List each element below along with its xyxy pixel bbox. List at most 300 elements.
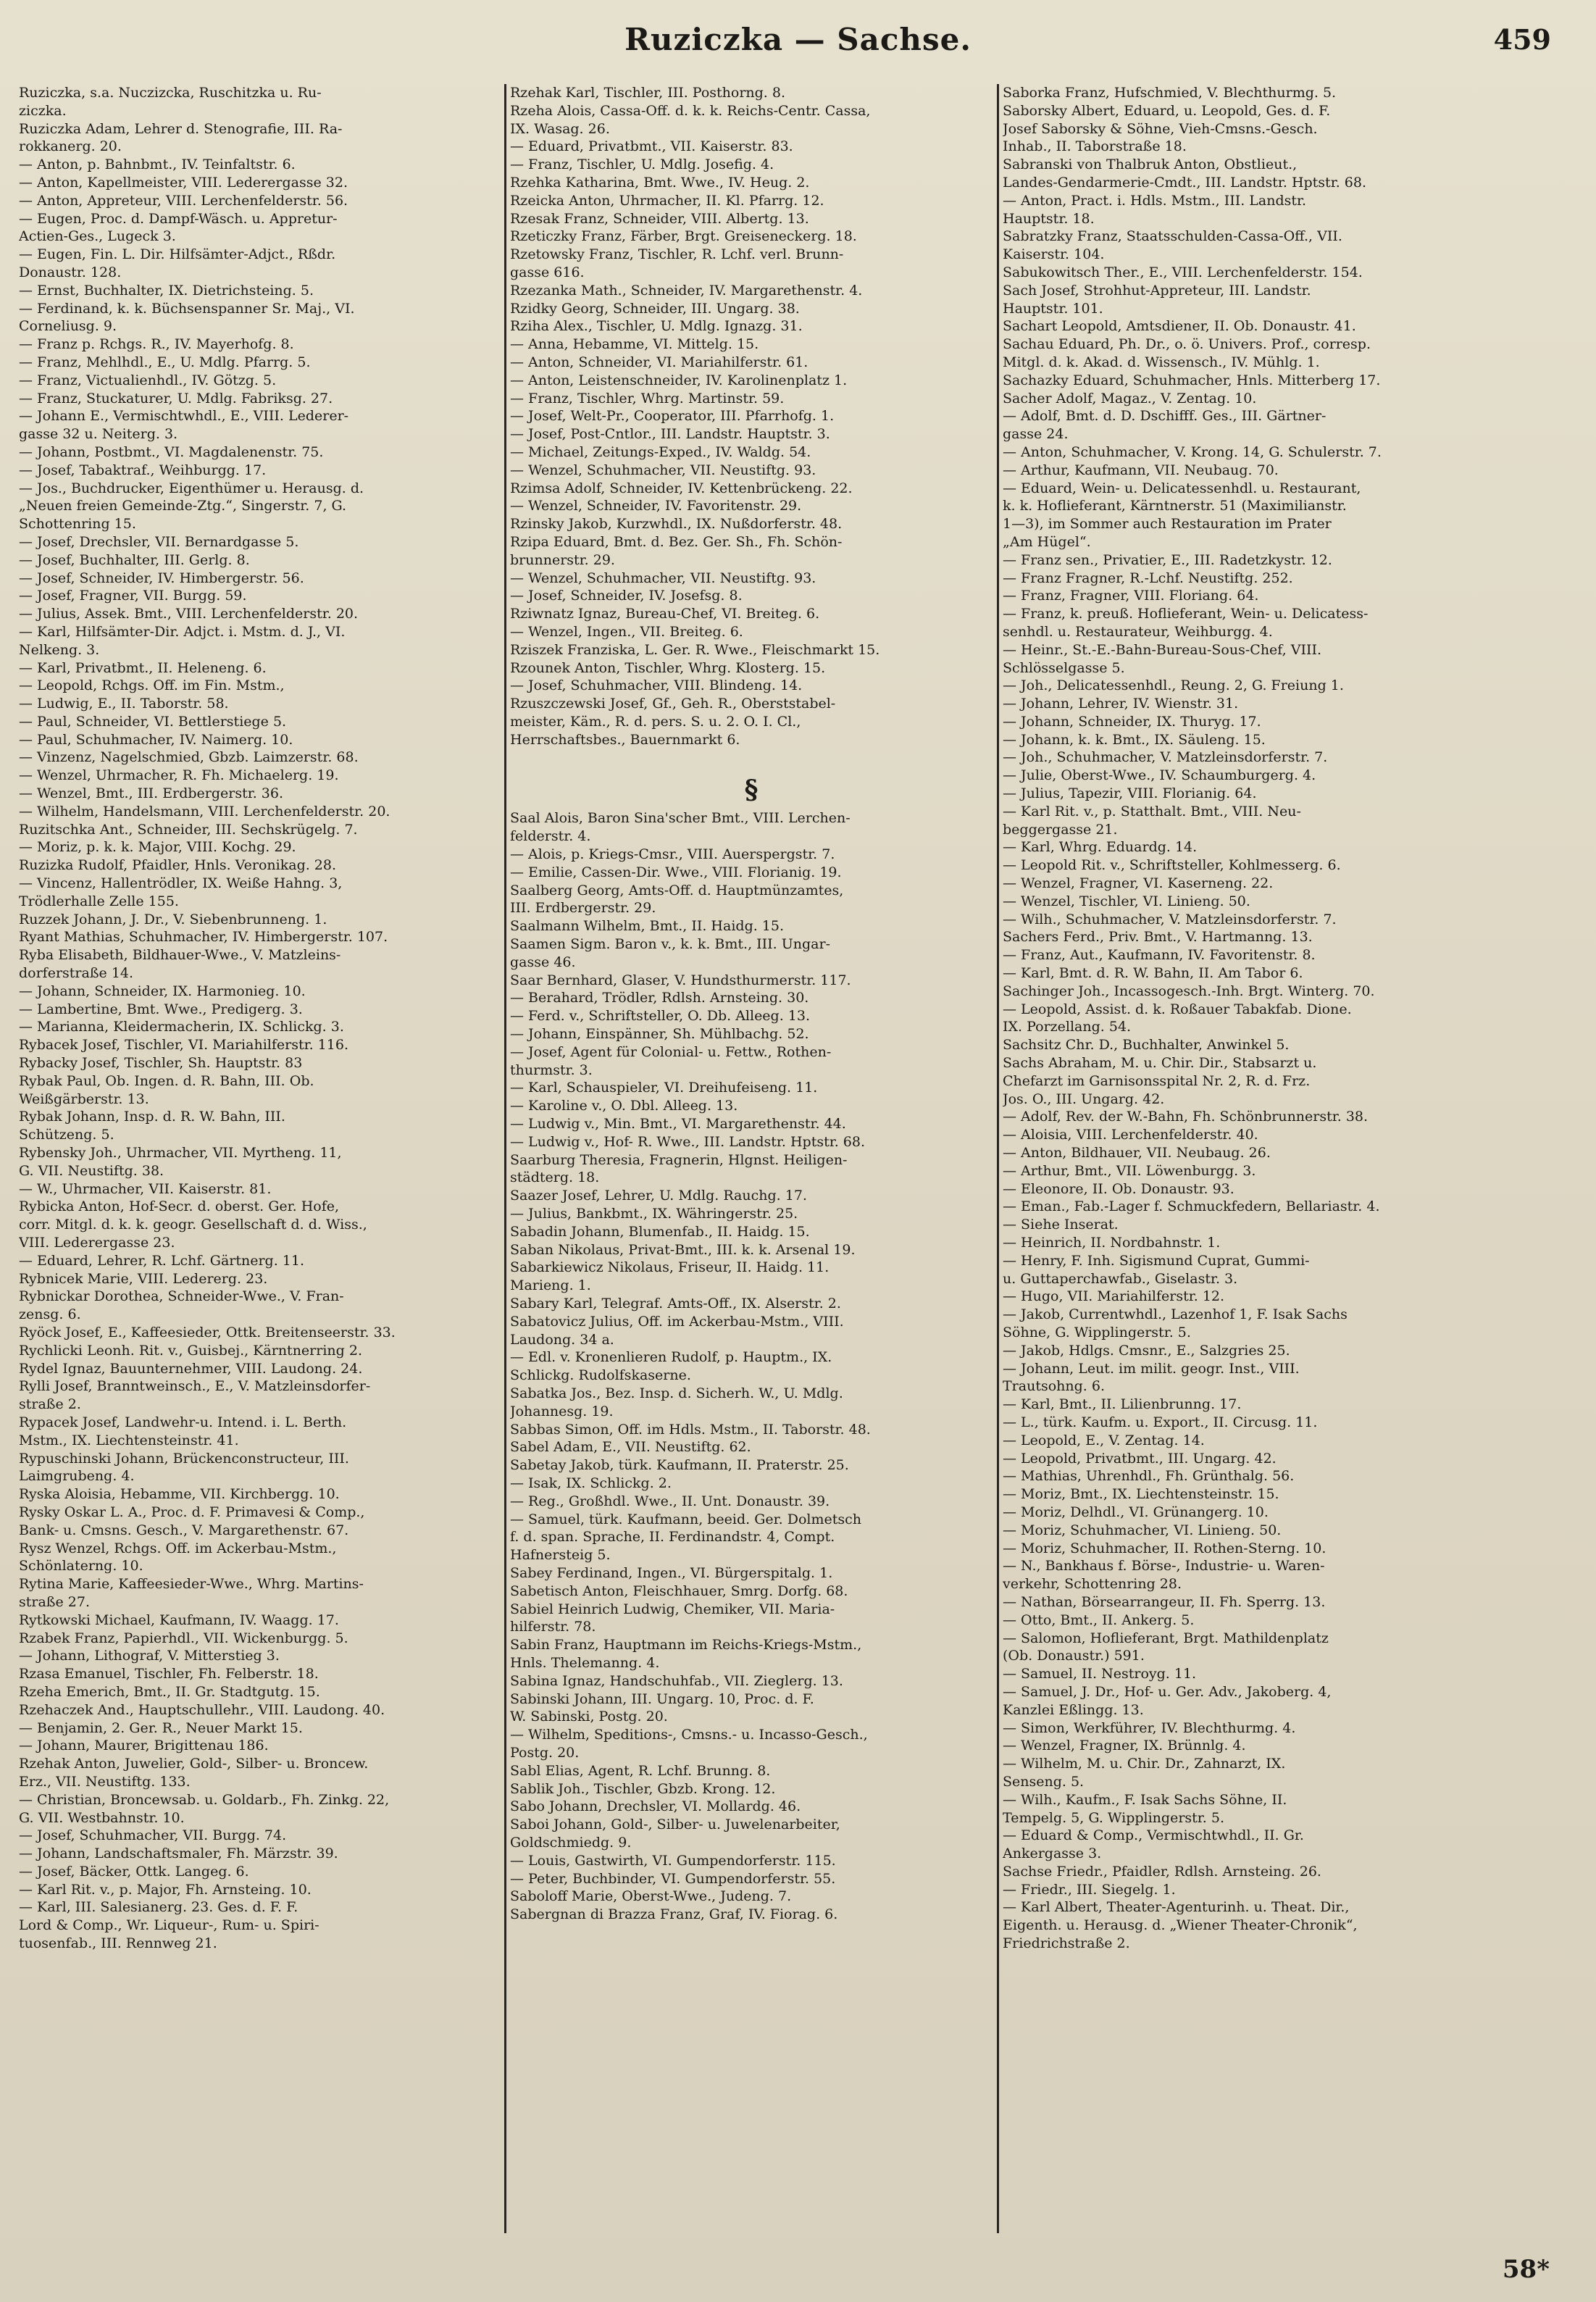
- directory-entry-line: — Wenzel, Ingen., VII. Breiteg. 6.: [510, 623, 743, 640]
- directory-entry-line: Rziha Alex., Tischler, U. Mdlg. Ignazg. 31.: [510, 318, 803, 335]
- directory-entry-line: — Joh., Delicatessenhdl., Reung. 2, G. Freiung 1.: [1003, 677, 1344, 694]
- directory-entry-line: Trödlerhalle Zelle 155.: [19, 893, 179, 909]
- directory-entry-line: Sachart Leopold, Amtsdiener, II. Ob. Donaustr. 41.: [1003, 318, 1356, 335]
- directory-entry-line: k. k. Hoflieferant, Kärntnerstr. 51 (Maximilianstr.: [1003, 498, 1347, 514]
- directory-entry-line: Söhne, G. Wipplingerstr. 5.: [1003, 1324, 1191, 1340]
- directory-entry-line: — N., Bankhaus f. Börse-, Industrie- u. Waren-: [1003, 1558, 1325, 1575]
- directory-entry-line: Rybensky Joh., Uhrmacher, VII. Myrtheng. 11,: [19, 1145, 342, 1162]
- directory-entry-line: Rzeticzky Franz, Färber, Brgt. Greiseneckerg. 18.: [510, 228, 857, 245]
- directory-entry-line: — Wenzel, Schuhmacher, VII. Neustiftg. 93.: [510, 462, 816, 478]
- directory-entry-line: — Johann, k. k. Bmt., IX. Säuleng. 15.: [1003, 731, 1266, 748]
- directory-entry-line: — Josef, Tabaktraf., Weihburgg. 17.: [19, 462, 267, 478]
- directory-entry-line: Rzehka Katharina, Bmt. Wwe., IV. Heug. 2.: [510, 174, 810, 191]
- directory-entry-line: — Karl, Privatbmt., II. Heleneng. 6.: [19, 659, 267, 676]
- directory-entry-line: — Simon, Werkführer, IV. Blechthurmg. 4.: [1003, 1719, 1296, 1736]
- directory-entry-line: Herrschaftsbes., Bauernmarkt 6.: [510, 731, 740, 748]
- directory-entry-line: hilferstr. 78.: [510, 1619, 596, 1635]
- directory-entry-line: Rzeha Emerich, Bmt., II. Gr. Stadtgutg. 15.: [19, 1683, 320, 1700]
- page-title: Ruziczka — Sachse.: [624, 22, 972, 57]
- directory-entry-line: — Wenzel, Uhrmacher, R. Fh. Michaelerg. 19.: [19, 767, 339, 784]
- directory-entry-line: — Vincenz, Hallentrödler, IX. Weiße Hahng. 3,: [19, 875, 343, 892]
- directory-entry-line: IX. Porzellang. 54.: [1003, 1019, 1132, 1035]
- directory-entry-line: Sacher Adolf, Magaz., V. Zentag. 10.: [1003, 390, 1257, 406]
- directory-entry-line: Rzeha Alois, Cassa-Off. d. k. k. Reichs-Centr. Cassa,: [510, 102, 871, 119]
- directory-entry-line: Laimgrubeng. 4.: [19, 1468, 135, 1485]
- directory-entry-line: dorferstraße 14.: [19, 965, 134, 982]
- directory-entry-line: Sabadin Johann, Blumenfab., II. Haidg. 15.: [510, 1223, 810, 1240]
- directory-entry-line: Bank- u. Cmsns. Gesch., V. Margarethenstr. 67.: [19, 1522, 349, 1538]
- directory-entry-line: senhdl. u. Restaurateur, Weihburgg. 4.: [1003, 623, 1273, 640]
- directory-entry-line: Mitgl. d. k. Akad. d. Wissensch., IV. Mühlg. 1.: [1003, 354, 1320, 370]
- directory-entry-line: — Julius, Bankbmt., IX. Währingerstr. 25.: [510, 1206, 798, 1222]
- directory-entry-line: — Josef, Schneider, IV. Himbergerstr. 56.: [19, 570, 304, 586]
- directory-entry-line: — Wilhelm, M. u. Chir. Dr., Zahnarzt, IX.: [1003, 1756, 1286, 1772]
- directory-entry-line: Sabarkiewicz Nikolaus, Friseur, II. Haidg. 11.: [510, 1259, 830, 1276]
- directory-entry-line: — Wenzel, Bmt., III. Erdbergerstr. 36.: [19, 785, 284, 802]
- directory-entry-line: Sabinski Johann, III. Ungarg. 10, Proc. d. F.: [510, 1690, 814, 1707]
- directory-entry-line: — Anton, Leistenschneider, IV. Karolinenplatz 1.: [510, 372, 848, 388]
- directory-entry-line: gasse 24.: [1003, 426, 1069, 443]
- directory-entry-line: corr. Mitgl. d. k. k. geogr. Gesellschaft d. d. Wiss.,: [19, 1217, 367, 1233]
- directory-entry-line: — Franz sen., Privatier, E., III. Radetzkystr. 12.: [1003, 551, 1332, 568]
- directory-entry-line: W. Sabinski, Postg. 20.: [510, 1709, 668, 1725]
- directory-entry-line: Sablik Joh., Tischler, Gbzb. Krong. 12.: [510, 1780, 776, 1797]
- directory-entry-line: — Franz, Victualienhdl., IV. Götzg. 5.: [19, 372, 277, 388]
- directory-entry-line: — Julius, Tapezir, VIII. Florianig. 64.: [1003, 785, 1257, 802]
- directory-entry-line: Sabey Ferdinand, Ingen., VI. Bürgerspitalg. 1.: [510, 1564, 833, 1581]
- directory-entry-line: — Heinrich, II. Nordbahnstr. 1.: [1003, 1235, 1221, 1251]
- directory-entry-line: (Ob. Donaustr.) 591.: [1003, 1648, 1145, 1664]
- directory-entry-line: — Johann, Einspänner, Sh. Mühlbachg. 52.: [510, 1026, 809, 1043]
- directory-entry-line: gasse 46.: [510, 954, 576, 970]
- directory-entry-line: Rylli Josef, Branntweinsch., E., V. Matzleinsdorfer-: [19, 1378, 371, 1395]
- directory-entry-line: Rzimsa Adolf, Schneider, IV. Kettenbrückeng. 22.: [510, 480, 853, 496]
- directory-entry-line: Sachsitz Chr. D., Buchhalter, Anwinkel 5.: [1003, 1037, 1290, 1054]
- directory-entry-line: — Paul, Schuhmacher, IV. Naimerg. 10.: [19, 731, 293, 748]
- directory-entry-line: G. VII. Westbahnstr. 10.: [19, 1809, 185, 1826]
- directory-entry-line: Rzesak Franz, Schneider, VIII. Albertg. 13.: [510, 210, 809, 227]
- directory-entry-line: Rziszek Franziska, L. Ger. R. Wwe., Fleischmarkt 15.: [510, 641, 880, 658]
- directory-entry-line: — Nathan, Börsearrangeur, II. Fh. Sperrg. 13.: [1003, 1593, 1326, 1610]
- directory-entry-line: Sabary Karl, Telegraf. Amts-Off., IX. Alserstr. 2.: [510, 1296, 841, 1311]
- signature-mark: 58*: [1502, 2255, 1550, 2284]
- directory-entry-line: — Eugen, Fin. L. Dir. Hilfsämter-Adjct., Rßdr.: [19, 246, 336, 263]
- directory-entry-line: Hauptstr. 18.: [1003, 210, 1095, 227]
- directory-entry-line: — Henry, F. Inh. Sigismund Cuprat, Gummi-: [1003, 1252, 1310, 1269]
- directory-entry-line: Hauptstr. 101.: [1003, 300, 1103, 317]
- directory-entry-line: Schützeng. 5.: [19, 1127, 114, 1143]
- directory-entry-line: Hafnersteig 5.: [510, 1547, 611, 1564]
- directory-entry-line: Rybacky Josef, Tischler, Sh. Hauptstr. 83: [19, 1055, 303, 1072]
- directory-entry-line: Laudong. 34 a.: [510, 1331, 614, 1348]
- directory-entry-line: Ruzizka Rudolf, Pfaidler, Hnls. Veronikag. 28.: [19, 857, 337, 874]
- directory-entry-line: — Johann E., Vermischtwhdl., E., VIII. Lederer-: [19, 408, 349, 425]
- directory-entry-line: Sabukowitsch Ther., E., VIII. Lerchenfelderstr. 154.: [1003, 264, 1363, 280]
- directory-entry-line: — Adolf, Bmt. d. D. Dschifff. Ges., III. Gärtner-: [1003, 408, 1326, 425]
- directory-entry-line: — Wilhelm, Handelsmann, VIII. Lerchenfelderstr. 20.: [19, 803, 390, 820]
- directory-entry-line: Sabbas Simon, Off. im Hdls. Mstm., II. Taborstr. 48.: [510, 1421, 871, 1438]
- directory-entry-line: Rziwnatz Ignaz, Bureau-Chef, VI. Breiteg. 6.: [510, 606, 820, 622]
- directory-entry-line: — Paul, Schneider, VI. Bettlerstiege 5.: [19, 713, 287, 730]
- directory-entry-line: — Julius, Assek. Bmt., VIII. Lerchenfelderstr. 20.: [19, 606, 359, 622]
- directory-entry-line: — Josef, Fragner, VII. Burgg. 59.: [19, 588, 247, 604]
- directory-entry-line: thurmstr. 3.: [510, 1062, 593, 1078]
- directory-entry-line: — Franz, Tischler, Whrg. Martinstr. 59.: [510, 390, 785, 406]
- directory-entry-line: — Moriz, Schuhmacher, II. Rothen-Sterng. 10.: [1003, 1540, 1326, 1556]
- directory-entry-line: — Eduard, Lehrer, R. Lchf. Gärtnerg. 11.: [19, 1252, 305, 1269]
- directory-entry-line: — Karl Rit. v., p. Statthalt. Bmt., VIII. Neu-: [1003, 803, 1301, 820]
- directory-entry-line: Sachers Ferd., Priv. Bmt., V. Hartmanng. 13.: [1003, 929, 1313, 946]
- directory-entry-line: Rysky Oskar L. A., Proc. d. F. Primavesi & Comp.,: [19, 1504, 365, 1520]
- directory-entry-line: Rydel Ignaz, Bauunternehmer, VIII. Laudong. 24.: [19, 1360, 363, 1377]
- directory-entry-line: Rychlicki Leonh. Rit. v., Guisbej., Kärntnerring 2.: [19, 1342, 362, 1359]
- directory-entry-line: Sabranski von Thalbruk Anton, Obstlieut.,: [1003, 157, 1298, 173]
- directory-entry-line: — Wenzel, Tischler, VI. Linieng. 50.: [1003, 893, 1250, 909]
- directory-entry-line: — Josef, Schuhmacher, VIII. Blindeng. 14.: [510, 677, 803, 694]
- directory-entry-line: — Anton, Schneider, VI. Mariahilferstr. 61.: [510, 354, 809, 370]
- directory-entry-line: — Franz p. Rchgs. R., IV. Mayerhofg. 8.: [19, 336, 294, 353]
- directory-entry-line: — Adolf, Rev. der W.-Bahn, Fh. Schönbrunnerstr. 38.: [1003, 1109, 1369, 1125]
- directory-column-1: [19, 84, 501, 2238]
- directory-entry-line: Nelkeng. 3.: [19, 641, 100, 658]
- directory-entry-line: — Arthur, Bmt., VII. Löwenburgg. 3.: [1003, 1162, 1256, 1179]
- directory-entry-line: — Peter, Buchbinder, VI. Gumpendorferstr. 55.: [510, 1870, 836, 1887]
- directory-entry-line: — Josef, Bäcker, Ottk. Langeg. 6.: [19, 1863, 249, 1880]
- directory-entry-line: Sabratzky Franz, Staatsschulden-Cassa-Off., VII.: [1003, 228, 1342, 245]
- directory-entry-line: — Ludwig, E., II. Taborstr. 58.: [19, 696, 229, 712]
- directory-entry-line: — Wilh., Kaufm., F. Isak Sachs Söhne, II.: [1003, 1791, 1287, 1808]
- directory-entry-line: Rybacek Josef, Tischler, VI. Mariahilferstr. 116.: [19, 1037, 348, 1054]
- directory-entry-line: — Leopold, Privatbmt., III. Ungarg. 42.: [1003, 1450, 1277, 1467]
- directory-entry-line: — Karl, Whrg. Eduardg. 14.: [1003, 839, 1198, 856]
- directory-entry-line: f. d. span. Sprache, II. Ferdinandstr. 4, Compt.: [510, 1529, 835, 1546]
- directory-entry-line: Schönlaterng. 10.: [19, 1558, 143, 1575]
- directory-entry-line: G. VII. Neustiftg. 38.: [19, 1162, 164, 1179]
- directory-entry-line: Ruziczka Adam, Lehrer d. Stenografie, III. Ra-: [19, 120, 343, 137]
- directory-entry-line: Saban Nikolaus, Privat-Bmt., III. k. k. Arsenal 19.: [510, 1241, 856, 1258]
- directory-entry-line: 1—3), im Sommer auch Restauration im Prater: [1003, 516, 1332, 533]
- directory-entry-line: Sabin Franz, Hauptmann im Reichs-Kriegs-Mstm.,: [510, 1637, 862, 1653]
- directory-entry-line: Ruzzek Johann, J. Dr., V. Siebenbrunneng. 1.: [19, 911, 327, 927]
- directory-entry-line: Schlösselgasse 5.: [1003, 659, 1125, 676]
- directory-column-3: [1003, 84, 1558, 2238]
- directory-entry-line: — Franz, Tischler, U. Mdlg. Josefig. 4.: [510, 157, 774, 173]
- directory-entry-line: Sachse Friedr., Pfaidler, Rdlsh. Arnsteing. 26.: [1003, 1863, 1321, 1880]
- directory-entry-line: Rybnickar Dorothea, Schneider-Wwe., V. Fran-: [19, 1288, 344, 1305]
- directory-entry-line: — Anton, Bildhauer, VII. Neubaug. 26.: [1003, 1145, 1271, 1162]
- directory-entry-line: — Wilhelm, Speditions-, Cmsns.- u. Incasso-Gesch.,: [510, 1727, 868, 1743]
- directory-entry-line: — Johann, Postbmt., VI. Magdalenenstr. 75.: [19, 443, 324, 460]
- directory-entry-line: Rysz Wenzel, Rchgs. Off. im Ackerbau-Mstm.,: [19, 1540, 337, 1556]
- directory-entry-line: Saalmann Wilhelm, Bmt., II. Haidg. 15.: [510, 918, 785, 935]
- directory-entry-line: Sabiel Heinrich Ludwig, Chemiker, VII. Maria-: [510, 1601, 835, 1617]
- directory-entry-line: Rzinsky Jakob, Kurzwhdl., IX. Nußdorferstr. 48.: [510, 516, 843, 533]
- directory-entry-line: — Salomon, Hoflieferant, Brgt. Mathildenplatz: [1003, 1630, 1329, 1646]
- directory-entry-line: III. Erdbergerstr. 29.: [510, 900, 656, 917]
- directory-entry-line: „Am Hügel“.: [1003, 533, 1091, 550]
- directory-entry-line: Rzuszczewski Josef, Gf., Geh. R., Oberststabel-: [510, 696, 836, 712]
- directory-entry-line: Hnls. Thelemanng. 4.: [510, 1654, 660, 1671]
- directory-entry-line: — Reg., Großhdl. Wwe., II. Unt. Donaustr. 39.: [510, 1493, 830, 1509]
- directory-entry-line: gasse 32 u. Neiterg. 3.: [19, 426, 178, 443]
- directory-entry-line: — Josef, Schneider, IV. Josefsg. 8.: [510, 588, 743, 604]
- directory-entry-line: Saborka Franz, Hufschmied, V. Blechthurmg. 5.: [1003, 85, 1337, 101]
- directory-entry-line: — Berahard, Trödler, Rdlsh. Arnsteing. 30.: [510, 990, 809, 1006]
- directory-entry-line: Landes-Gendarmerie-Cmdt., III. Landstr. Hptstr. 68.: [1003, 174, 1366, 191]
- directory-entry-line: — Wenzel, Schneider, IV. Favoritenstr. 29.: [510, 498, 802, 514]
- directory-entry-line: Rzipa Eduard, Bmt. d. Bez. Ger. Sh., Fh. Schön-: [510, 533, 843, 550]
- directory-entry-line: — Karl Albert, Theater-Agenturinh. u. Theat. Dir.,: [1003, 1899, 1350, 1916]
- directory-entry-line: Friedrichstraße 2.: [1003, 1935, 1130, 1952]
- directory-entry-line: Ryant Mathias, Schuhmacher, IV. Himbergerstr. 107.: [19, 929, 388, 946]
- directory-entry-line: — Emilie, Cassen-Dir. Wwe., VIII. Florianig. 19.: [510, 864, 842, 880]
- directory-entry-line: Ankergasse 3.: [1003, 1846, 1102, 1862]
- directory-entry-line: ziczka.: [19, 102, 67, 119]
- directory-entry-line: — Samuel, II. Nestroyg. 11.: [1003, 1666, 1197, 1682]
- directory-entry-line: Sachau Eduard, Ph. Dr., o. ö. Univers. Prof., corresp.: [1003, 336, 1371, 353]
- directory-entry-line: Rzeicka Anton, Uhrmacher, II. Kl. Pfarrg. 12.: [510, 192, 824, 209]
- directory-entry-line: Sachinger Joh., Incassogesch.-Inh. Brgt. Winterg. 70.: [1003, 983, 1375, 999]
- directory-entry-line: — Edl. v. Kronenlieren Rudolf, p. Hauptm., IX.: [510, 1349, 832, 1366]
- directory-entry-line: Weißgärberstr. 13.: [19, 1090, 149, 1107]
- directory-entry-line: — Otto, Bmt., II. Ankerg. 5.: [1003, 1611, 1195, 1628]
- directory-entry-line: — Ferd. v., Schriftsteller, O. Db. Alleeg. 13.: [510, 1008, 811, 1025]
- directory-entry-line: — Louis, Gastwirth, VI. Gumpendorferstr. 115.: [510, 1852, 836, 1869]
- directory-entry-line: — Johann, Lehrer, IV. Wienstr. 31.: [1003, 696, 1239, 712]
- directory-entry-line: straße 27.: [19, 1593, 90, 1610]
- directory-entry-line: — Jakob, Currentwhdl., Lazenhof 1, F. Isak Sachs: [1003, 1306, 1348, 1323]
- directory-entry-line: Schlickg. Rudolfskaserne.: [510, 1367, 691, 1384]
- directory-entry-line: — Karoline v., O. Dbl. Alleeg. 13.: [510, 1098, 738, 1114]
- directory-entry-line: Saalberg Georg, Amts-Off. d. Hauptmünzamtes,: [510, 882, 844, 898]
- directory-column-2: [510, 84, 993, 2238]
- directory-entry-line: Kaiserstr. 104.: [1003, 246, 1105, 263]
- directory-entry-line: felderstr. 4.: [510, 828, 591, 845]
- directory-entry-line: Josef Saborsky & Söhne, Vieh-Cmsns.-Gesch.: [1003, 120, 1318, 137]
- directory-entry-line: — Johann, Landschaftsmaler, Fh. Märzstr. 39.: [19, 1846, 338, 1862]
- directory-entry-line: — Johann, Lithograf, V. Mitterstieg 3.: [19, 1648, 280, 1664]
- directory-entry-line: — Eduard & Comp., Vermischtwhdl., II. Gr.: [1003, 1827, 1304, 1844]
- directory-entry-line: — Aloisia, VIII. Lerchenfelderstr. 40.: [1003, 1127, 1258, 1143]
- directory-entry-line: — Wilh., Schuhmacher, V. Matzleinsdorferstr. 7.: [1003, 911, 1337, 927]
- directory-entry-line: Jos. O., III. Ungarg. 42.: [1003, 1090, 1165, 1107]
- directory-entry-line: — Josef, Buchhalter, III. Gerlg. 8.: [19, 551, 250, 568]
- directory-entry-line: — W., Uhrmacher, VII. Kaiserstr. 81.: [19, 1180, 272, 1197]
- directory-entry-line: — Alois, p. Kriegs-Cmsr., VIII. Auerspergstr. 7.: [510, 846, 835, 863]
- directory-entry-line: — Josef, Drechsler, VII. Bernardgasse 5.: [19, 533, 299, 550]
- directory-entry-line: beggergasse 21.: [1003, 821, 1118, 838]
- directory-entry-line: Erz., VII. Neustiftg. 133.: [19, 1773, 191, 1790]
- directory-entry-line: — Wenzel, Schuhmacher, VII. Neustiftg. 93.: [510, 570, 816, 586]
- directory-entry-line: — Ludwig v., Hof- R. Wwe., III. Landstr. Hptstr. 68.: [510, 1133, 866, 1150]
- directory-entry-line: Postg. 20.: [510, 1744, 580, 1761]
- directory-entry-line: Sabatovicz Julius, Off. im Ackerbau-Mstm., VIII.: [510, 1313, 844, 1330]
- directory-entry-line: — Samuel, J. Dr., Hof- u. Ger. Adv., Jakoberg. 4,: [1003, 1683, 1332, 1700]
- directory-entry-line: — Benjamin, 2. Ger. R., Neuer Markt 15.: [19, 1719, 303, 1736]
- directory-entry-line: Rzidky Georg, Schneider, III. Ungarg. 38.: [510, 300, 800, 317]
- directory-entry-line: — Karl, Bmt. d. R. W. Bahn, II. Am Tabor 6.: [1003, 965, 1303, 982]
- directory-entry-line: Rybicka Anton, Hof-Secr. d. oberst. Ger. Hofe,: [19, 1198, 340, 1215]
- directory-entry-line: — Eman., Fab.-Lager f. Schmuckfedern, Bellariastr. 4.: [1003, 1198, 1380, 1215]
- directory-entry-line: — Karl, Bmt., II. Lilienbrunng. 17.: [1003, 1396, 1242, 1413]
- directory-entry-line: gasse 616.: [510, 264, 585, 280]
- directory-entry-line: Rybak Johann, Insp. d. R. W. Bahn, III.: [19, 1109, 285, 1125]
- running-head: [0, 22, 1596, 65]
- directory-entry-line: — Eduard, Wein- u. Delicatessenhdl. u. Restaurant,: [1003, 480, 1361, 496]
- directory-entry-line: Rzezanka Math., Schneider, IV. Margarethenstr. 4.: [510, 282, 863, 299]
- directory-entry-line: — Karl, Schauspieler, VI. Dreihufeiseng. 11.: [510, 1080, 818, 1096]
- directory-entry-line: Schottenring 15.: [19, 516, 136, 533]
- directory-entry-line: Rybnicek Marie, VIII. Ledererg. 23.: [19, 1270, 268, 1287]
- directory-entry-line: — Moriz, Schuhmacher, VI. Linieng. 50.: [1003, 1522, 1282, 1538]
- directory-entry-line: — Siehe Inserat.: [1003, 1217, 1119, 1233]
- directory-entry-line: Saal Alois, Baron Sina'scher Bmt., VIII. Lerchen-: [510, 810, 851, 827]
- directory-entry-line: Ruzitschka Ant., Schneider, III. Sechskrügelg. 7.: [19, 821, 358, 838]
- directory-entry-line: — Karl Rit. v., p. Major, Fh. Arnsteing. 10.: [19, 1881, 312, 1898]
- directory-entry-line: Sabetay Jakob, türk. Kaufmann, II. Praterstr. 25.: [510, 1457, 849, 1474]
- directory-entry-line: — Josef, Schuhmacher, VII. Burgg. 74.: [19, 1827, 287, 1844]
- directory-entry-line: — L., türk. Kaufm. u. Export., II. Circusg. 11.: [1003, 1414, 1318, 1430]
- column-divider: [504, 84, 506, 2233]
- directory-entry-line: — Julie, Oberst-Wwe., IV. Schaumburgerg. 4.: [1003, 767, 1316, 784]
- directory-entry-line: rokkanerg. 20.: [19, 138, 122, 155]
- directory-entry-line: — Franz, Mehlhdl., E., U. Mdlg. Pfarrg. 5.: [19, 354, 311, 370]
- directory-entry-line: „Neuen freien Gemeinde-Ztg.“, Singerstr. 7, G.: [19, 498, 347, 514]
- directory-entry-line: VIII. Lederergasse 23.: [19, 1235, 175, 1251]
- directory-entry-line: Senseng. 5.: [1003, 1773, 1085, 1790]
- directory-entry-line: Rytina Marie, Kaffeesieder-Wwe., Whrg. Martins-: [19, 1576, 364, 1593]
- directory-entry-line: brunnerstr. 29.: [510, 551, 615, 568]
- directory-entry-line: Sabo Johann, Drechsler, VI. Mollardg. 46.: [510, 1798, 801, 1815]
- directory-entry-line: — Johann, Schneider, IX. Thuryg. 17.: [1003, 713, 1261, 730]
- directory-entry-line: Tempelg. 5, G. Wipplingerstr. 5.: [1003, 1809, 1224, 1826]
- directory-entry-line: Saazer Josef, Lehrer, U. Mdlg. Rauchg. 17.: [510, 1188, 807, 1204]
- directory-entry-line: — Vinzenz, Nagelschmied, Gbzb. Laimzerstr. 68.: [19, 749, 359, 766]
- directory-entry-line: meister, Käm., R. d. pers. S. u. 2. O. I. Cl.,: [510, 713, 801, 730]
- directory-entry-line: IX. Wasag. 26.: [510, 120, 610, 137]
- directory-entry-line: — Moriz, Bmt., IX. Liechtensteinstr. 15.: [1003, 1486, 1279, 1503]
- directory-entry-line: Sabel Adam, E., VII. Neustiftg. 62.: [510, 1439, 751, 1456]
- directory-entry-line: Ryba Elisabeth, Bildhauer-Wwe., V. Matzleins-: [19, 947, 341, 964]
- directory-entry-line: — Josef, Welt-Pr., Cooperator, III. Pfarrhofg. 1.: [510, 408, 835, 425]
- directory-entry-line: Sabina Ignaz, Handschuhfab., VII. Zieglerg. 13.: [510, 1672, 843, 1689]
- directory-entry-line: — Heinr., St.-E.-Bahn-Bureau-Sous-Chef, VIII.: [1003, 641, 1322, 658]
- directory-entry-line: — Franz, k. preuß. Hoflieferant, Wein- u. Delicatess-: [1003, 606, 1369, 622]
- directory-entry-line: — Marianna, Kleidermacherin, IX. Schlickg. 3.: [19, 1019, 344, 1035]
- directory-entry-line: Rzehaczek And., Hauptschullehr., VIII. Laudong. 40.: [19, 1701, 385, 1718]
- directory-entry-line: — Franz, Fragner, VIII. Floriang. 64.: [1003, 588, 1259, 604]
- directory-entry-line: — Christian, Broncewsab. u. Goldarb., Fh. Zinkg. 22,: [19, 1791, 390, 1808]
- directory-entry-line: Rzehak Karl, Tischler, III. Posthorng. 8.: [510, 85, 786, 101]
- directory-entry-line: — Leopold Rit. v., Schriftsteller, Kohlmesserg. 6.: [1003, 857, 1341, 874]
- directory-entry-line: tuosenfab., III. Rennweg 21.: [19, 1935, 217, 1952]
- directory-entry-line: Saarburg Theresia, Fragnerin, Hlgnst. Heiligen-: [510, 1151, 848, 1168]
- directory-entry-line: Saboloff Marie, Oberst-Wwe., Judeng. 7.: [510, 1888, 792, 1905]
- directory-entry-line: — Moriz, p. k. k. Major, VIII. Kochg. 29.: [19, 839, 296, 856]
- page-number: 459: [1493, 23, 1551, 56]
- directory-entry-line: — Samuel, türk. Kaufmann, beeid. Ger. Dolmetsch: [510, 1511, 862, 1527]
- directory-entry-line: Lord & Comp., Wr. Liqueur-, Rum- u. Spiri-: [19, 1917, 319, 1934]
- directory-entry-line: — Anton, Appreteur, VIII. Lerchenfelderstr. 56.: [19, 192, 348, 209]
- directory-entry-line: — Anton, Schuhmacher, V. Krong. 14, G. Schulerstr. 7.: [1003, 443, 1382, 460]
- directory-entry-line: — Franz Fragner, R.-Lchf. Neustiftg. 252.: [1003, 570, 1293, 586]
- directory-entry-line: — Eugen, Proc. d. Dampf-Wäsch. u. Appretur-: [19, 210, 338, 227]
- spacer: [510, 748, 993, 770]
- directory-entry-line: Sabl Elias, Agent, R. Lchf. Brunng. 8.: [510, 1762, 771, 1779]
- directory-entry-line: Rzabek Franz, Papierhdl., VII. Wickenburgg. 5.: [19, 1630, 348, 1646]
- directory-entry-line: Ryska Aloisia, Hebamme, VII. Kirchbergg. 10.: [19, 1486, 340, 1503]
- directory-entry-line: — Franz, Stuckaturer, U. Mdlg. Fabriksg. 27.: [19, 390, 333, 406]
- directory-entry-line: — Jos., Buchdrucker, Eigenthümer u. Herausg. d.: [19, 480, 364, 496]
- directory-entry-line: — Franz, Aut., Kaufmann, IV. Favoritenstr. 8.: [1003, 947, 1316, 964]
- directory-entry-line: Inhab., II. Taborstraße 18.: [1003, 138, 1187, 155]
- directory-entry-line: — Mathias, Uhrenhdl., Fh. Grünthalg. 56.: [1003, 1468, 1295, 1485]
- directory-entry-line: Rzetowsky Franz, Tischler, R. Lchf. verl. Brunn-: [510, 246, 844, 263]
- directory-entry-line: Saborsky Albert, Eduard, u. Leopold, Ges. d. F.: [1003, 102, 1331, 119]
- directory-entry-line: — Michael, Zeitungs-Exped., IV. Waldg. 54.: [510, 443, 811, 460]
- directory-entry-line: Sachazky Eduard, Schuhmacher, Hnls. Mitterberg 17.: [1003, 372, 1381, 388]
- directory-entry-line: — Leopold, Assist. d. k. Roßauer Tabakfab. Dione.: [1003, 1001, 1352, 1017]
- directory-entry-line: Donaustr. 128.: [19, 264, 122, 280]
- directory-entry-line: — Karl, Hilfsämter-Dir. Adjct. i. Mstm. d. J., VI.: [19, 623, 346, 640]
- directory-entry-line: Rytkowski Michael, Kaufmann, IV. Waagg. 17.: [19, 1611, 339, 1628]
- directory-entry-line: — Eleonore, II. Ob. Donaustr. 93.: [1003, 1180, 1234, 1197]
- directory-entry-line: Sabergnan di Brazza Franz, Graf, IV. Fiorag. 6.: [510, 1906, 838, 1923]
- directory-entry-line: — Johann, Leut. im milit. geogr. Inst., VIII.: [1003, 1360, 1300, 1377]
- directory-entry-line: Saamen Sigm. Baron v., k. k. Bmt., III. Ungar-: [510, 936, 831, 953]
- directory-entry-line: — Ernst, Buchhalter, IX. Dietrichsteing. 5.: [19, 282, 314, 299]
- column-divider: [997, 84, 999, 2233]
- directory-entry-line: — Arthur, Kaufmann, VII. Neubaug. 70.: [1003, 462, 1279, 478]
- directory-entry-line: Rypuschinski Johann, Brückenconstructeur, III.: [19, 1450, 349, 1467]
- directory-entry-line: Johannesg. 19.: [510, 1403, 614, 1419]
- directory-entry-line: Rzasa Emanuel, Tischler, Fh. Felberstr. 18.: [19, 1666, 319, 1682]
- directory-entry-line: — Eduard, Privatbmt., VII. Kaiserstr. 83.: [510, 138, 793, 155]
- directory-entry-line: — Johann, Maurer, Brigittenau 186.: [19, 1738, 269, 1754]
- directory-entry-line: Saar Bernhard, Glaser, V. Hundsthurmerstr. 117.: [510, 972, 851, 988]
- directory-entry-line: Sachs Abraham, M. u. Chir. Dir., Stabsarzt u.: [1003, 1055, 1317, 1072]
- directory-entry-line: verkehr, Schottenring 28.: [1003, 1576, 1182, 1593]
- directory-entry-line: Rypacek Josef, Landwehr-u. Intend. i. L. Berth.: [19, 1414, 347, 1430]
- directory-entry-line: städterg. 18.: [510, 1169, 600, 1186]
- directory-entry-line: — Friedr., III. Siegelg. 1.: [1003, 1881, 1176, 1898]
- directory-entry-line: Goldschmiedg. 9.: [510, 1834, 632, 1851]
- directory-entry-line: Ruziczka, s.a. Nuczizcka, Ruschitzka u. Ru-: [19, 85, 322, 101]
- directory-entry-line: — Isak, IX. Schlickg. 2.: [510, 1475, 672, 1491]
- directory-entry-line: — Leopold, Rchgs. Off. im Fin. Mstm.,: [19, 677, 285, 694]
- directory-entry-line: — Wenzel, Fragner, VI. Kaserneng. 22.: [1003, 875, 1274, 892]
- directory-entry-line: Rzehak Anton, Juwelier, Gold-, Silber- u. Broncew.: [19, 1756, 369, 1772]
- directory-entry-line: u. Guttaperchawfab., Giselastr. 3.: [1003, 1270, 1238, 1287]
- directory-entry-line: Marieng. 1.: [510, 1277, 591, 1294]
- directory-entry-line: — Josef, Post-Cntlor., III. Landstr. Hauptstr. 3.: [510, 426, 830, 443]
- directory-entry-line: Sach Josef, Strohhut-Appreteur, III. Landstr.: [1003, 282, 1311, 299]
- directory-entry-line: — Karl, III. Salesianerg. 23. Ges. d. F. F.: [19, 1899, 298, 1916]
- directory-entry-line: Rybak Paul, Ob. Ingen. d. R. Bahn, III. Ob.: [19, 1072, 314, 1089]
- directory-entry-line: — Hugo, VII. Mariahilferstr. 12.: [1003, 1288, 1225, 1305]
- directory-entry-line: — Ludwig v., Min. Bmt., VI. Margarethenstr. 44.: [510, 1116, 846, 1133]
- directory-entry-line: — Moriz, Delhdl., VI. Grünangerg. 10.: [1003, 1504, 1269, 1520]
- directory-entry-line: — Anton, p. Bahnbmt., IV. Teinfaltstr. 6.: [19, 157, 296, 173]
- directory-entry-line: straße 2.: [19, 1396, 81, 1413]
- directory-entry-line: — Anna, Hebamme, VI. Mittelg. 15.: [510, 336, 759, 353]
- directory-entry-line: Sabatka Jos., Bez. Insp. d. Sicherh. W., U. Mdlg.: [510, 1385, 843, 1401]
- directory-entry-line: — Lambertine, Bmt. Wwe., Predigerg. 3.: [19, 1001, 303, 1017]
- directory-entry-line: Ryöck Josef, E., Kaffeesieder, Ottk. Breitenseerstr. 33.: [19, 1324, 396, 1340]
- directory-entry-line: — Ferdinand, k. k. Büchsenspanner Sr. Maj., VI.: [19, 300, 355, 317]
- directory-entry-line: Trautsohng. 6.: [1003, 1378, 1105, 1395]
- directory-entry-line: — Wenzel, Fragner, IX. Brünnlg. 4.: [1003, 1738, 1246, 1754]
